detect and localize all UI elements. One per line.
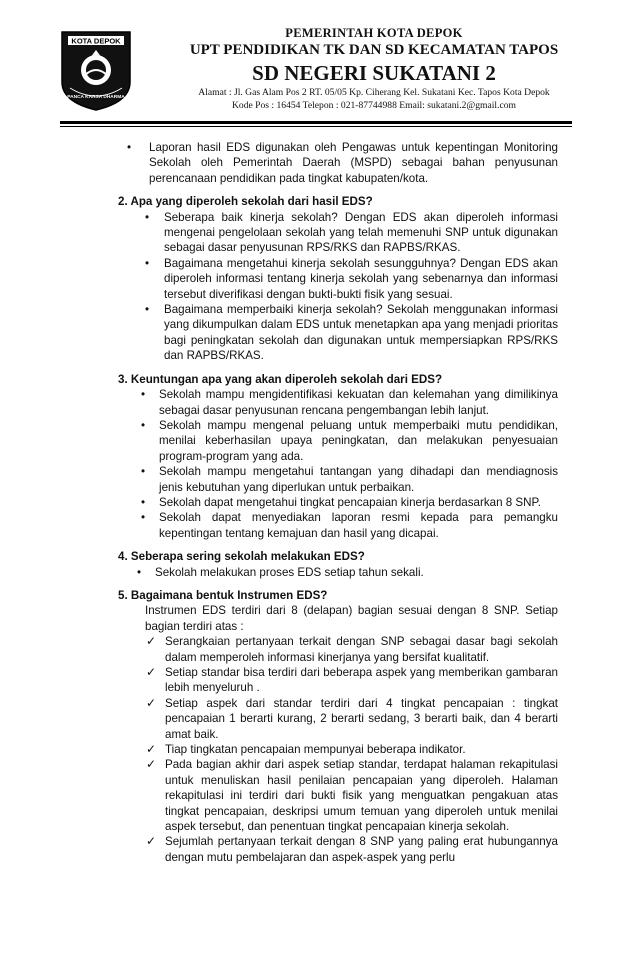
kota-depok-logo [60, 30, 132, 112]
svg-text:KOTA DEPOK: KOTA DEPOK [71, 36, 121, 46]
bullet-icon: • [141, 495, 146, 509]
checkmark-icon: ✓ [146, 695, 157, 710]
letterhead-rule-thick [60, 121, 572, 124]
list-item: ✓ Sejumlah pertanyaan terkait dengan 8 SNP yang paling erat hubungannya dengan mutu pembelajaran dan aspek-aspek yang perlu [146, 834, 558, 864]
bullet-icon: • [141, 388, 146, 402]
bullet-icon: • [141, 511, 146, 525]
section-5-heading: 5. Bagaimana bentuk Instrumen EDS? [118, 588, 328, 602]
letterhead [140, 26, 608, 112]
list-item: • Sekolah mampu mengetahui tantangan yang dihadapi dan mendiagnosis jenis kebutuhan yang diperlukan untuk perbaikan. [141, 465, 558, 494]
letterhead-government: PEMERINTAH KOTA DEPOK [285, 26, 463, 40]
letterhead-department: UPT PENDIDIKAN TK DAN SD KECAMATAN TAPOS [189, 42, 559, 58]
letterhead-contact: Kode Pos : 16454 Telepon : 021-87744988 Email: sukatani.2@gmail.com [231, 100, 517, 111]
bullet-icon: • [145, 303, 150, 317]
section-3-list [0, 387, 638, 541]
bullet-icon: • [145, 210, 150, 224]
checkmark-icon: ✓ [146, 665, 157, 679]
document-body [0, 140, 638, 865]
list-item: • Sekolah dapat mengetahui tingkat pencapaian kinerja berdasarkan 8 SNP. [141, 495, 541, 509]
section-5-intro: Instrumen EDS terdiri dari 8 (delapan) bagian sesuai dengan 8 SNP. Setiap bagian terdiri atas : [145, 604, 558, 633]
list-item: ✓ Setiap aspek dari standar terdiri dari 4 tingkat pencapaian : tingkat pencapaian 1 berarti kurang, 2 berarti sedang, 3 berarti baik, dan 4 berarti amat baik. [146, 695, 558, 741]
list-item: • Sekolah dapat menyediakan laporan resmi kepada para pemangku kepentingan tentang kemajuan dan hasil yang dicapai. [141, 511, 558, 540]
checkmark-icon: ✓ [146, 634, 157, 649]
bullet-icon: • [141, 465, 146, 479]
bullet-icon: • [137, 565, 142, 579]
section-2-list [0, 210, 638, 364]
section-2-heading: 2. Apa yang diperoleh sekolah dari hasil EDS? [118, 195, 373, 209]
bullet-icon: • [141, 418, 146, 432]
svg-text:PANCA KARSA DHARMA: PANCA KARSA DHARMA [67, 95, 125, 100]
checkmark-icon: ✓ [146, 742, 157, 757]
letterhead-address: Alamat : Jl. Gas Alam Pos 2 RT. 05/05 Kp. Ciherang Kel. Sukatani Kec. Tapos Kota Depok [198, 87, 550, 98]
section-4-heading: 4. Seberapa sering sekolah melakukan EDS? [118, 550, 365, 564]
list-item: • Sekolah melakukan proses EDS setiap tahun sekali. [137, 565, 424, 579]
list-item: ✓ Tiap tingkatan pencapaian mempunyai beberapa indikator. [146, 742, 466, 757]
intro-list [0, 140, 638, 186]
bullet-icon: • [127, 141, 132, 154]
checkmark-icon: ✓ [146, 834, 157, 849]
list-item: • Laporan hasil EDS digunakan oleh Pengawas untuk kepentingan Monitoring Sekolah oleh Pemerintah Daerah (MSPD) sebagai bahan penyusunan perencanaan pendidikan pada tingkat kabupaten/kota. [127, 141, 558, 185]
list-item: • Bagaimana mengetahui kinerja sekolah sesungguhnya? Dengan EDS akan diperoleh informasi tentang kinerja sekolah yang sebenarnya dan informasi tersebut diverifikasi dengan bukti-bukti fisik yang sesuai. [145, 256, 558, 301]
list-item: ✓ Pada bagian akhir dari aspek setiap standar, terdapat halaman rekapitulasi untuk menuliskan hasil penilaian pencapaian yang diperoleh. Halaman rekapitulasi ini terdiri dari bukti fisik yang menguatkan pengakuan atas tingkat pencapaian, deskripsi umum temuan yang diperoleh untuk menilai aspek tersebut, dan penentuan tingkat pencapaian kinerja sekolah. [146, 757, 558, 834]
letterhead-rule-thin [60, 126, 572, 127]
section-4-list [0, 565, 638, 580]
bullet-icon: • [145, 256, 150, 270]
list-item: • Sekolah mampu mengidentifikasi kekuatan dan kelemahan yang dimilikinya sebagai dasar penyusunan rencana pengembangan lebih lanjut. [141, 388, 558, 417]
section-5-checklist [0, 634, 638, 865]
checkmark-icon: ✓ [146, 757, 157, 772]
list-item: • Seberapa baik kinerja sekolah? Dengan EDS akan diperoleh informasi mengenai pengelolaan sekolah yang telah memenuhi SNP untuk digunakan sebagai dasar penyusunan RPS/RKS dan RAPBS/RKAS. [145, 210, 558, 255]
list-item: ✓ Setiap standar bisa terdiri dari beberapa aspek yang memberikan gambaran lebih menyeluruh . [146, 665, 558, 695]
section-3-heading: 3. Keuntungan apa yang akan diperoleh sekolah dari EDS? [118, 372, 443, 386]
list-item: ✓ Serangkaian pertanyaan terkait dengan SNP sebagai dasar bagi sekolah dalam memperoleh informasi kinerjanya yang bersifat kualitatif. [146, 634, 558, 664]
list-item: • Bagaimana memperbaiki kinerja sekolah? Sekolah menggunakan informasi yang dikumpulkan dalam EDS untuk menetapkan apa yang menjadi prioritas bagi peningkatan sekolah dan digunakan untuk mempersiapkan RPS/RKS dan RAPBS/RKAS. [145, 303, 558, 363]
list-item: • Sekolah mampu mengenal peluang untuk memperbaiki mutu pendidikan, menilai keberhasilan upaya peningkatan, dan melakukan penyesuaian program-program yang ada. [141, 418, 558, 463]
letterhead-school-name: SD NEGERI SUKATANI 2 [252, 61, 496, 85]
